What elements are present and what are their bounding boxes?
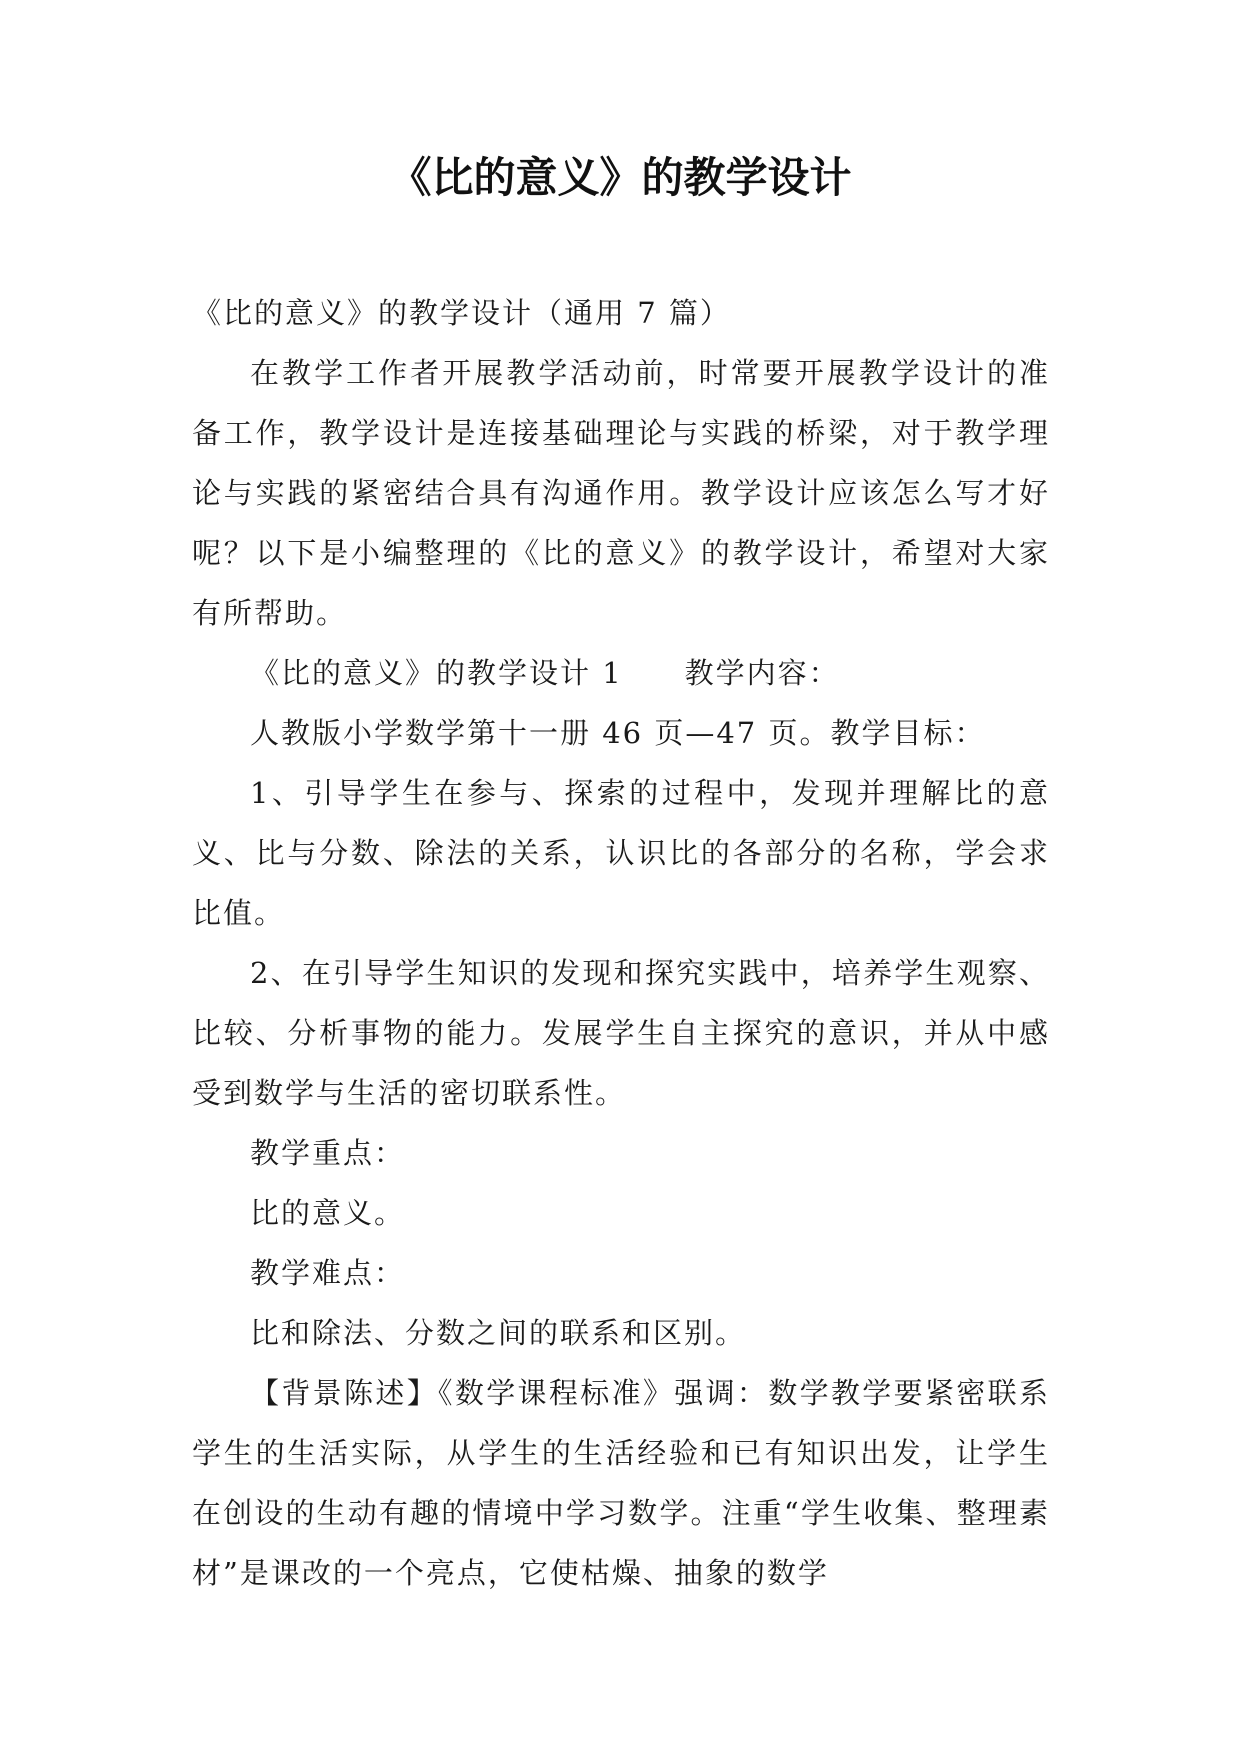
section-heading-1: 《比的意义》的教学设计 1 教学内容： (250, 656, 840, 690)
difficulty-text: 比和除法、分数之间的联系和区别。 (250, 1316, 747, 1350)
document-title: 《比的意义》的教学设计 (389, 153, 852, 202)
intro-paragraph: 在教学工作者开展教学活动前，时常要开展教学设计的准备工作，教学设计是连接基础理论与实践的桥梁，对于教学理论与实践的紧密结合具有沟通作用。教学设计应该怎么写才好呢？以下是小编整理的《比的意义》的教学设计，希望对大家有所帮助。 (192, 356, 1050, 630)
background-paragraph: 【背景陈述】《数学课程标准》强调：数学教学要紧密联系学生的生活实际，从学生的生活经验和已有知识出发，让学生在创设的生动有趣的情境中学习数学。注重“学生收集、整理素材”是课改的一个亮点，它使枯燥、抽象的数学 (192, 1376, 1050, 1590)
key-point-heading: 教学重点： (250, 1136, 406, 1170)
objective-2-paragraph: 2、在引导学生知识的发现和探究实践中，培养学生观察、比较、分析事物的能力。发展学生自主探究的意识，并从中感受到数学与生活的密切联系性。 (192, 956, 1050, 1110)
difficulty-heading: 教学难点： (250, 1256, 406, 1290)
teaching-content-paragraph: 人教版小学数学第十一册 46 页—47 页。教学目标： (250, 716, 986, 750)
subtitle-paragraph: 《比的意义》的教学设计（通用 7 篇） (192, 296, 731, 330)
objective-1-paragraph: 1、引导学生在参与、探索的过程中，发现并理解比的意义、比与分数、除法的关系，认识比的各部分的名称，学会求比值。 (192, 776, 1050, 930)
key-point-text: 比的意义。 (250, 1196, 406, 1230)
document-body (192, 283, 1050, 1603)
